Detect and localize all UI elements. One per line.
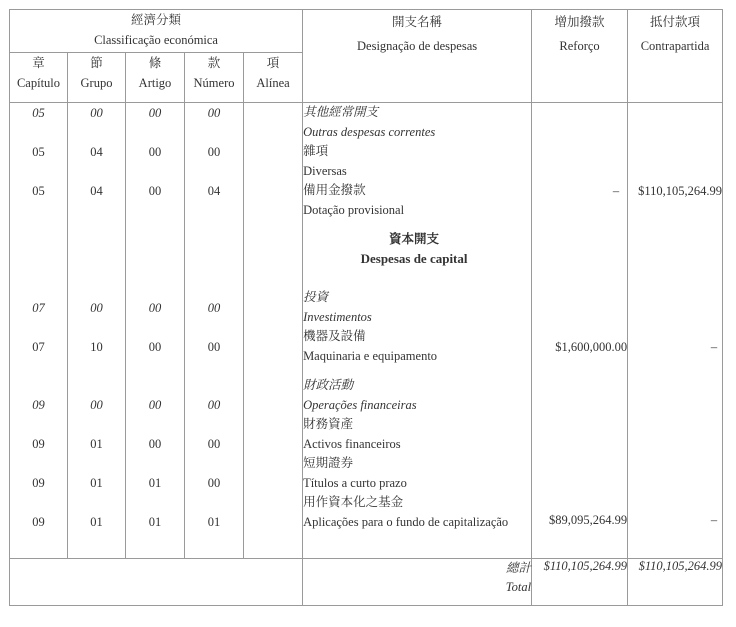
classification-header (10, 10, 303, 53)
designation-zh: 開支名稱 (392, 15, 443, 29)
capitulo-cell (10, 259, 67, 298)
reforco-amount: $89,095,264.99 (548, 513, 628, 527)
total-blank-cell (10, 559, 303, 606)
col-grupo-header (68, 53, 126, 103)
amount-spacer (628, 103, 722, 181)
artigo-cell: 01 (148, 515, 162, 529)
contrapartida-header (628, 10, 723, 103)
total-label-pt: Total (505, 580, 532, 594)
col-artigo-header (126, 53, 185, 103)
designation-pt: Designação de despesas (357, 39, 478, 53)
total-reforco: $110,105,264.99 (532, 559, 628, 606)
total-row (10, 559, 723, 606)
numero-cell: 00 (207, 437, 221, 451)
capitulo-cell: 07 (32, 301, 45, 315)
designation-line: Títulos a curto prazo (303, 475, 407, 490)
amount-spacer (628, 376, 722, 510)
numero-cell (185, 376, 243, 395)
artigo-cell: 00 (148, 301, 162, 315)
header-row-1 (10, 10, 723, 53)
artigo-cell (126, 376, 184, 395)
capitulo-cell (10, 220, 67, 259)
grupo-cell: 01 (90, 437, 103, 451)
reforco-pt: Reforço (559, 39, 600, 53)
designation-line: Diversas (303, 163, 347, 178)
designation-line: 用作資本化之基金 (303, 495, 404, 509)
amount-spacer (532, 376, 627, 510)
amount-spacer (532, 103, 627, 181)
numero-cell: 00 (207, 398, 221, 412)
grupo-cell (68, 220, 125, 259)
designation-line: Dotação provisional (303, 202, 405, 217)
contrapartida-amount: – (710, 513, 718, 527)
capitulo-cell: 09 (32, 515, 45, 529)
designation-spacer (303, 366, 531, 376)
col-alinea-pt: Alínea (256, 76, 290, 90)
grupo-cell: 01 (90, 515, 103, 529)
grupo-cell: 00 (90, 301, 103, 315)
contrapartida-column (628, 103, 723, 559)
col-numero-pt: Número (193, 76, 235, 90)
grupo-cell (68, 259, 125, 298)
contrapartida-amount: $110,105,264.99 (638, 184, 723, 198)
designation-line: Investimentos (303, 309, 372, 324)
total-label-zh: 總計 (506, 561, 532, 575)
numero-cell: 01 (207, 515, 221, 529)
col-capitulo-pt: Capítulo (16, 76, 61, 90)
designation-spacer (303, 220, 531, 229)
numero-cell: 00 (207, 340, 221, 354)
total-contrapartida: $110,105,264.99 (628, 559, 723, 606)
capital-heading-zh: 資本開支 (389, 231, 440, 246)
numero-cell: 00 (207, 301, 221, 315)
capitulo-cell: 05 (32, 184, 45, 198)
artigo-cell: 00 (148, 106, 162, 120)
reforco-zh: 增加撥款 (554, 15, 605, 29)
numero-cell: 04 (207, 184, 221, 198)
artigo-cell: 00 (148, 145, 162, 159)
artigo-cell: 00 (148, 398, 162, 412)
designation-line: 其他經常開支 (303, 105, 379, 119)
designation-column (303, 103, 532, 559)
designation-line: Operações financeiras (303, 397, 417, 412)
numero-cell: 00 (207, 106, 221, 120)
capitulo-cell: 05 (32, 145, 45, 159)
capitulo-cell: 09 (32, 437, 45, 451)
capitulo-cell (10, 376, 67, 395)
designation-line: 財務資產 (303, 417, 354, 431)
designation-line: 雜項 (303, 144, 329, 158)
reforco-amount: $1,600,000.00 (555, 340, 628, 354)
col-alinea-zh: 項 (266, 56, 280, 70)
contrapartida-amount: – (710, 340, 718, 354)
capitulo-cell: 09 (32, 476, 45, 490)
grupo-cell: 01 (90, 476, 103, 490)
capital-heading-pt: Despesas de capital (360, 250, 468, 266)
grupo-cell: 04 (90, 145, 103, 159)
reforco-header (532, 10, 628, 103)
amount-spacer (532, 220, 627, 337)
body-row (10, 103, 723, 559)
contrapartida-zh: 抵付款項 (650, 15, 701, 29)
designation-line: Outras despesas correntes (303, 124, 436, 139)
designation-line: 短期證券 (303, 456, 354, 470)
grupo-cell: 00 (90, 106, 103, 120)
designation-line: 財政活動 (303, 378, 354, 392)
col-grupo-pt: Grupo (80, 76, 113, 90)
numero-cell (185, 220, 243, 259)
grupo-cell: 00 (90, 398, 103, 412)
artigo-cell (126, 259, 184, 298)
amount-spacer (628, 220, 722, 337)
designation-line: Maquinaria e equipamento (303, 348, 438, 363)
artigo-cell: 00 (148, 184, 162, 198)
grupo-column (68, 103, 126, 559)
artigo-cell: 01 (148, 476, 162, 490)
col-numero-header (185, 53, 244, 103)
designation-line: 備用金撥款 (303, 183, 366, 197)
designation-header (303, 10, 532, 103)
contrapartida-pt: Contrapartida (640, 39, 710, 53)
alinea-column (244, 103, 303, 559)
total-label-cell (303, 559, 532, 606)
designation-line: Activos financeiros (303, 436, 401, 451)
col-grupo-zh: 節 (90, 56, 103, 70)
reforco-amount: – (612, 184, 620, 198)
artigo-cell (126, 220, 184, 259)
col-capitulo-zh: 章 (32, 56, 45, 70)
numero-cell (185, 259, 243, 298)
numero-cell: 00 (207, 145, 221, 159)
artigo-column (126, 103, 185, 559)
col-artigo-zh: 條 (148, 56, 162, 70)
artigo-cell: 00 (148, 437, 162, 451)
capitulo-cell: 07 (32, 340, 45, 354)
artigo-cell: 00 (148, 340, 162, 354)
classification-zh: 經濟分類 (131, 13, 182, 27)
classification-pt: Classificação económica (94, 33, 218, 47)
designation-line: 投資 (303, 290, 329, 304)
numero-cell: 00 (207, 476, 221, 490)
grupo-cell: 04 (90, 184, 103, 198)
budget-table (9, 9, 723, 606)
col-capitulo-header (10, 53, 68, 103)
col-artigo-pt: Artigo (138, 76, 172, 90)
designation-line: 機器及設備 (303, 329, 366, 343)
designation-line: Aplicações para o fundo de capitalização (303, 514, 509, 529)
designation-spacer (303, 268, 531, 288)
capitulo-cell: 09 (32, 398, 45, 412)
col-numero-zh: 款 (207, 56, 221, 70)
capitulo-column (10, 103, 68, 559)
numero-column (185, 103, 244, 559)
grupo-cell: 10 (90, 340, 103, 354)
reforco-column (532, 103, 628, 559)
col-alinea-header (244, 53, 303, 103)
capitulo-cell: 05 (32, 106, 45, 120)
grupo-cell (68, 376, 125, 395)
